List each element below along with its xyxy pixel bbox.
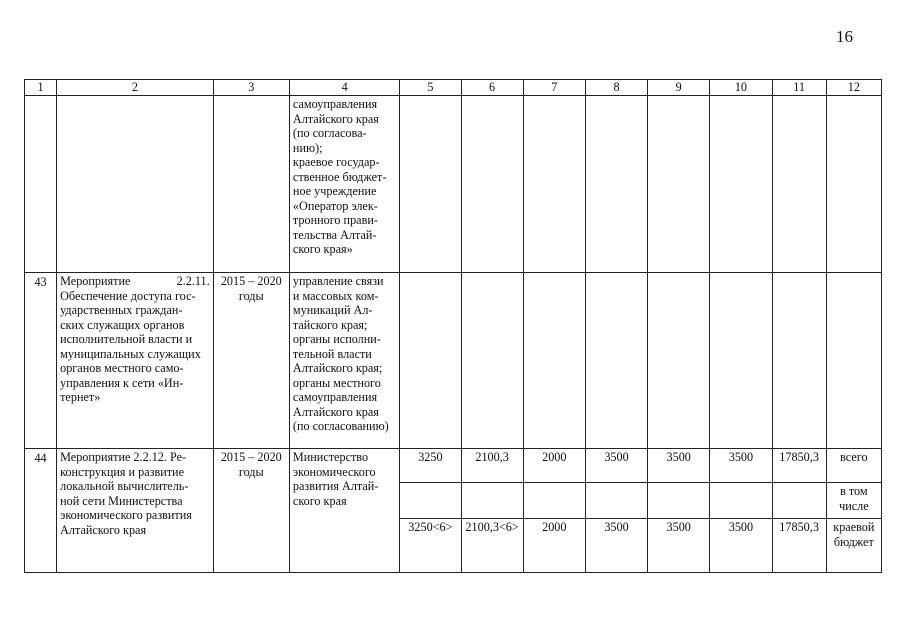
continuation-row bbox=[25, 96, 882, 273]
value-cell bbox=[648, 483, 710, 519]
value-cell bbox=[772, 483, 826, 519]
period-cell: 2015 – 2020 годы bbox=[213, 273, 289, 449]
value-cell: 3250 bbox=[400, 449, 461, 483]
executor-cell: самоуправления Алтайского края (по согласова- нию); краевое государ- ственное бюджет- ное учреждение «Оператор элек- тронного прави- тельства Алтай- ского края» bbox=[289, 96, 399, 273]
header-cell: 8 bbox=[585, 80, 647, 96]
event-cell: Мероприятие 2.2.12. Ре- конструкция и развитие локальной вычислитель- ной сети Министерства экономического развития Алтайского края bbox=[57, 449, 214, 573]
funding-label: краевой бюджет bbox=[826, 519, 881, 573]
row-number: 43 bbox=[25, 273, 57, 449]
value-cell: 3500 bbox=[585, 449, 647, 483]
value-cell: 3500 bbox=[710, 519, 772, 573]
header-cell: 12 bbox=[826, 80, 881, 96]
funding-label: всего bbox=[826, 449, 881, 483]
executor-cell: Министерство экономического развития Алтай- ского края bbox=[289, 449, 399, 573]
value-cell: 3500 bbox=[648, 449, 710, 483]
header-cell: 2 bbox=[57, 80, 214, 96]
page-number: 16 bbox=[836, 27, 853, 46]
header-cell: 5 bbox=[400, 80, 461, 96]
value-cell: 2000 bbox=[523, 519, 585, 573]
value-cell: 2100,3 bbox=[461, 449, 523, 483]
value-cell: 3250<6> bbox=[400, 519, 461, 573]
value-cell bbox=[585, 483, 647, 519]
header-cell: 6 bbox=[461, 80, 523, 96]
executor-cell: управление связи и массовых ком- муникаций Ал- тайского края; органы исполни- тельной власти Алтайского края; органы местного самоуправления Алтайского края (по согласованию) bbox=[289, 273, 399, 449]
period-cell: 2015 – 2020 годы bbox=[213, 449, 289, 573]
value-cell bbox=[710, 483, 772, 519]
table-row bbox=[25, 273, 882, 449]
value-cell: 3500 bbox=[648, 519, 710, 573]
value-cell: 2000 bbox=[523, 449, 585, 483]
value-cell bbox=[523, 483, 585, 519]
header-cell: 4 bbox=[289, 80, 399, 96]
header-cell: 7 bbox=[523, 80, 585, 96]
measures-table bbox=[24, 79, 882, 573]
table-row bbox=[25, 449, 882, 483]
header-cell: 3 bbox=[213, 80, 289, 96]
value-cell: 3500 bbox=[710, 449, 772, 483]
value-cell: 17850,3 bbox=[772, 449, 826, 483]
row-number: 44 bbox=[25, 449, 57, 573]
value-cell bbox=[461, 483, 523, 519]
funding-label: в том числе bbox=[826, 483, 881, 519]
event-cell: Мероприятие 2.2.11. Обеспечение доступа гос- ударственных граждан- ских служащих органов исполнительной власти и муниципальных служащих органов местного само- управления к сети «Ин- тернет» bbox=[57, 273, 214, 449]
header-cell: 9 bbox=[648, 80, 710, 96]
value-cell bbox=[400, 483, 461, 519]
header-cell: 1 bbox=[25, 80, 57, 96]
header-cell: 10 bbox=[710, 80, 772, 96]
header-cell: 11 bbox=[772, 80, 826, 96]
value-cell: 2100,3<6> bbox=[461, 519, 523, 573]
value-cell: 3500 bbox=[585, 519, 647, 573]
column-number-header-row bbox=[25, 80, 882, 96]
value-cell: 17850,3 bbox=[772, 519, 826, 573]
